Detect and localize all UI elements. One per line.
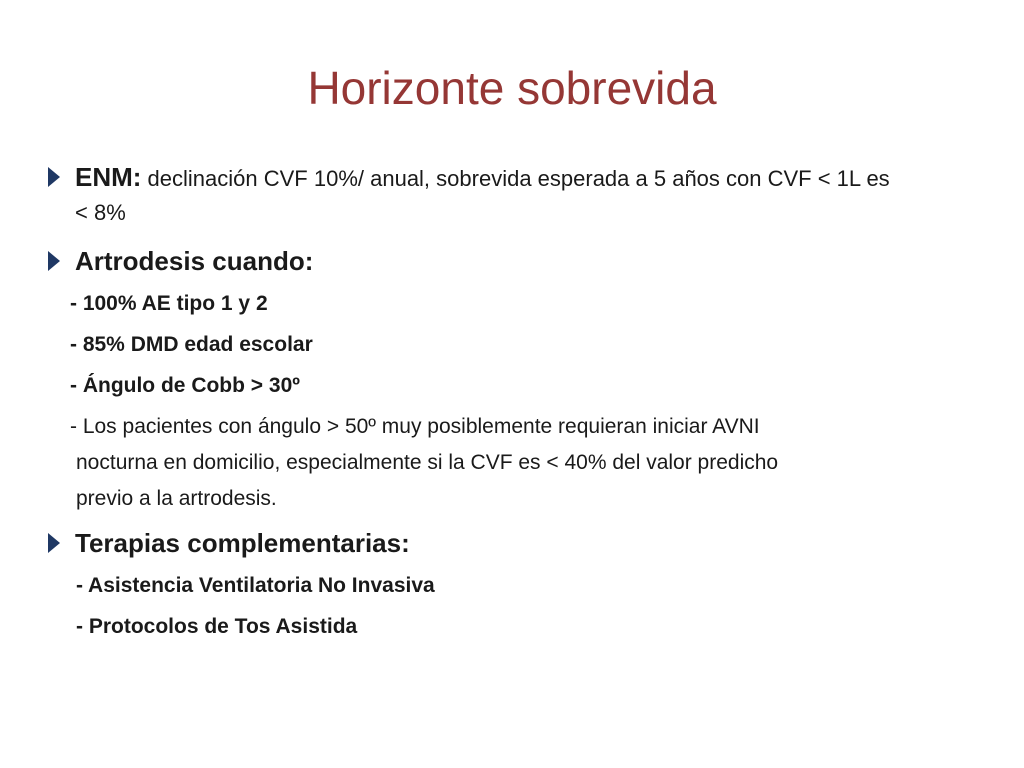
bullet-artrodesis-label: Artrodesis cuando:	[75, 246, 314, 276]
artrodesis-item: - Ángulo de Cobb > 30º	[70, 374, 300, 397]
triangle-bullet-icon	[48, 167, 60, 187]
artrodesis-item: - 85% DMD edad escolar	[70, 333, 313, 356]
terapias-item: - Asistencia Ventilatoria No Invasiva	[76, 574, 435, 597]
bullet-terapias-label: Terapias complementarias:	[75, 528, 410, 558]
artrodesis-note-line: - Los pacientes con ángulo > 50º muy posiblemente requieran iniciar AVNI	[70, 415, 760, 438]
triangle-bullet-icon	[48, 251, 60, 271]
bullet-enm-label: ENM:	[75, 162, 142, 192]
bullet-enm-body: declinación CVF 10%/ anual, sobrevida esperada a 5 años con CVF < 1L es	[141, 166, 890, 191]
bullet-artrodesis	[48, 244, 1008, 278]
bullet-enm	[48, 160, 1008, 230]
terapias-item: - Protocolos de Tos Asistida	[76, 615, 358, 638]
bullet-terapias	[48, 526, 1008, 560]
artrodesis-note-line: previo a la artrodesis.	[76, 487, 277, 510]
bullet-enm-text	[75, 160, 1008, 196]
triangle-bullet-icon	[48, 533, 60, 553]
artrodesis-note-line: nocturna en domicilio, especialmente si la CVF es < 40% del valor predicho	[76, 451, 779, 474]
bullet-enm-continuation: < 8%	[75, 200, 126, 225]
artrodesis-item: - 100% AE tipo 1 y 2	[70, 292, 268, 315]
slide-title: Horizonte sobrevida	[307, 62, 717, 114]
